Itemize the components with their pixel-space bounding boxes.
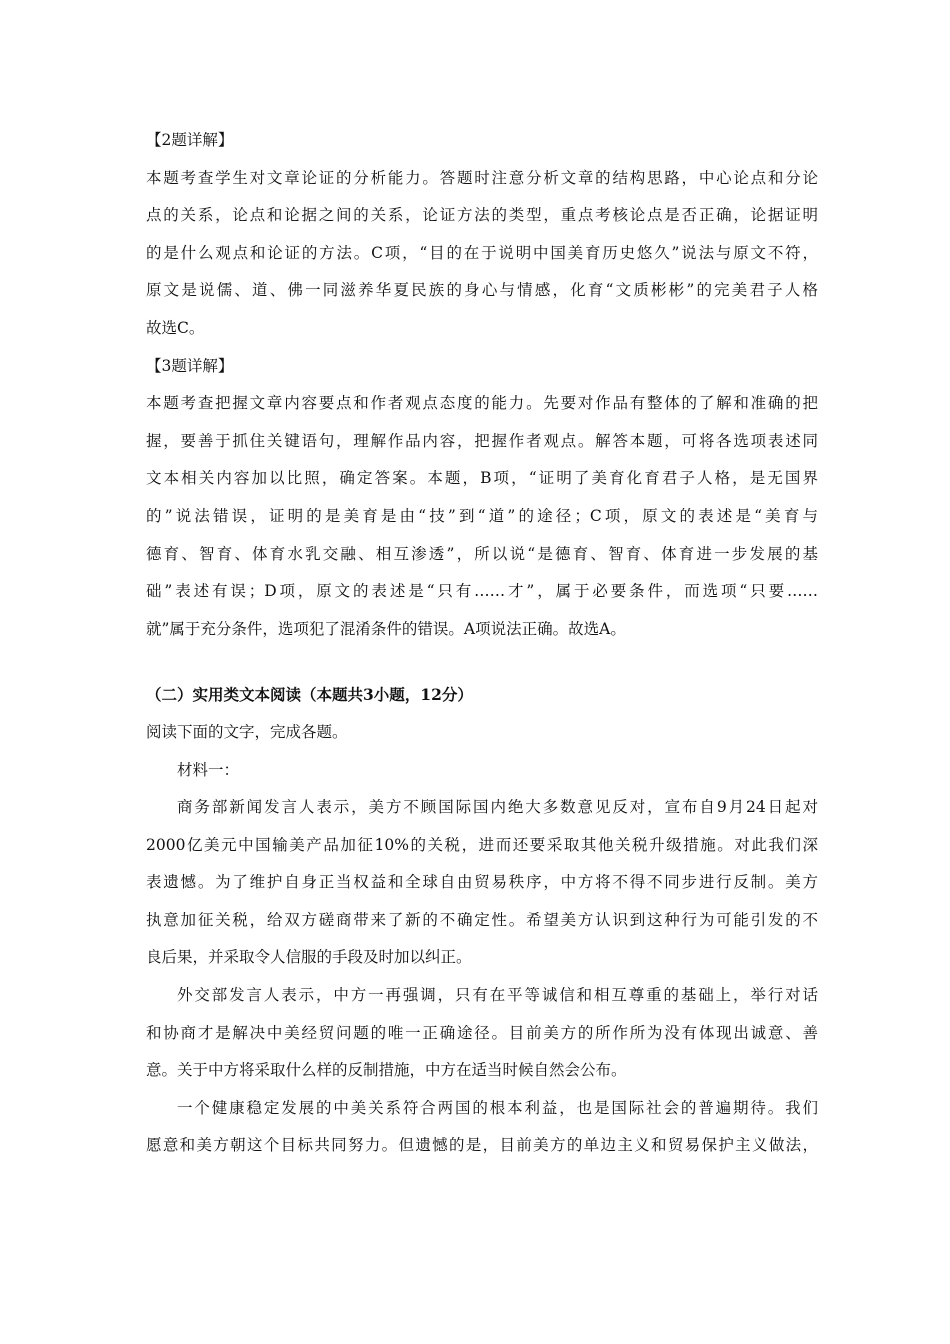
q3-line: 础”表述有误；D项，原文的表述是“只有……才”，属于必要条件，而选项“只要…… <box>146 582 818 601</box>
para3-line: 一个健康稳定发展的中美关系符合两国的根本利益，也是国际社会的普遍期待。我们 <box>177 1098 818 1117</box>
q2-line: 本题考查学生对文章论证的分析能力。答题时注意分析文章的结构思路，中心论点和分论 <box>146 168 818 187</box>
q3-line: 德育、智育、体育水乳交融、相互渗透”，所以说“是德育、智育、体育进一步发展的基 <box>146 544 818 563</box>
q3-line: 就”属于充分条件，选项犯了混淆条件的错误。A项说法正确。故选A。 <box>146 619 626 638</box>
q3-line: 握，要善于抓住关键语句，理解作品内容，把握作者观点。解答本题，可将各选项表述同 <box>146 431 818 450</box>
para1-line: 2000亿美元中国输美产品加征10%的关税，进而还要采取其他关税升级措施。对此我们深 <box>146 835 818 854</box>
section-spacer <box>146 648 818 676</box>
material-label: 材料一： <box>177 760 240 779</box>
para3-line: 愿意和美方朝这个目标共同努力。但遗憾的是，目前美方的单边主义和贸易保护主义做法， <box>146 1136 818 1155</box>
q3-line: 文本相关内容加以比照，确定答案。本题，B项，“证明了美育化育君子人格，是无国界 <box>146 469 818 488</box>
para1-line: 表遗憾。为了维护自身正当权益和全球自由贸易秩序，中方将不得不同步进行反制。美方 <box>146 873 818 892</box>
q3-heading: 【3题详解】 <box>146 356 234 375</box>
para1-line: 商务部新闻发言人表示，美方不顾国际国内绝大多数意见反对，宣布自9月24日起对 <box>177 798 818 817</box>
q2-line: 故选C。 <box>146 318 205 337</box>
q2-line: 原文是说儒、道、佛一同滋养华夏民族的身心与情感，化育“文质彬彬”的完美君子人格 <box>146 281 818 300</box>
document-body <box>146 122 818 1165</box>
para1-line: 良后果，并采取令人信服的手段及时加以纠正。 <box>146 948 472 967</box>
q2-heading: 【2题详解】 <box>146 131 234 149</box>
section-two-title: （二）实用类文本阅读（本题共3小题，12分） <box>146 685 473 705</box>
para2-line: 和协商才是解决中美经贸问题的唯一正确途径。目前美方的所作所为没有体现出诚意、善 <box>146 1023 818 1042</box>
q3-line: 本题考查把握文章内容要点和作者观点态度的能力。先要对作品有整体的了解和准确的把 <box>146 394 818 413</box>
para2-line: 意。关于中方将采取什么样的反制措施，中方在适当时候自然会公布。 <box>146 1061 627 1080</box>
reading-instruction: 阅读下面的文字，完成各题。 <box>146 722 348 741</box>
para2-line: 外交部发言人表示，中方一再强调，只有在平等诚信和相互尊重的基础上，举行对话 <box>177 986 818 1005</box>
q2-line: 的是什么观点和论证的方法。C项，“目的在于说明中国美育历史悠久”说法与原文不符， <box>146 243 818 262</box>
q2-line: 点的关系，论点和论据之间的关系，论证方法的类型，重点考核论点是否正确，论据证明 <box>146 206 818 225</box>
q3-line: 的”说法错误，证明的是美育是由“技”到“道”的途径；C项，原文的表述是“美育与 <box>146 506 818 525</box>
para1-line: 执意加征关税，给双方磋商带来了新的不确定性。希望美方认识到这种行为可能引发的不 <box>146 910 818 929</box>
